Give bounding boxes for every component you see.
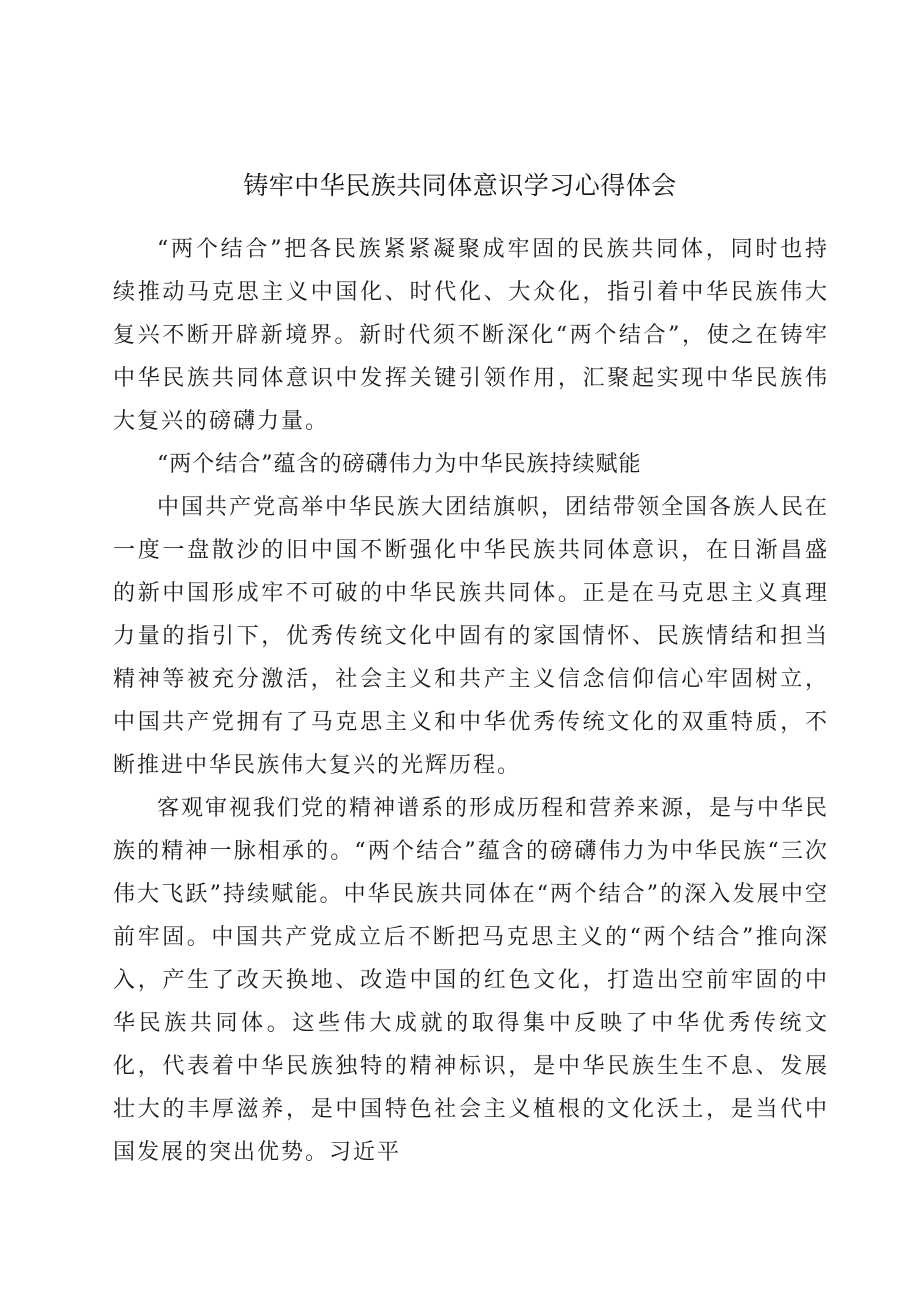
paragraph-spiritual-lineage: 客观审视我们党的精神谱系的形成历程和营养来源，是与中华民族的精神一脉相承的。“两个结合”蕴含的磅礴伟力为中华民族“三次伟大飞跃”持续赋能。中华民族共同体在“两个结合”的深入发展中空前牢固。中国共产党成立后不断把马克思主义的“两个结合”推向深入，产生了改天换地、改造中国的红色文化，打造出空前牢固的中华民族共同体。这些伟大成就的取得集中反映了中华优秀传统文化，代表着中华民族独特的精神标识，是中华民族生生不息、发展壮大的丰厚滋养，是中国特色社会主义植根的文化沃土，是当代中国发展的突出优势。习近平 xyxy=(113,796,830,1165)
paragraph-intro: “两个结合”把各民族紧紧凝聚成牢固的民族共同体，同时也持续推动马克思主义中国化、时代化、大众化，指引着中华民族伟大复兴不断开辟新境界。新时代须不断深化“两个结合”，使之在铸牢中华民族共同体意识中发挥关键引领作用，汇聚起实现中华民族伟大复兴的磅礴力量。 xyxy=(113,237,829,434)
document-title: 铸牢中华民族共同体意识学习心得体会 xyxy=(243,171,677,200)
section-subheading: “两个结合”蕴含的磅礴伟力为中华民族持续赋能 xyxy=(157,452,642,477)
document-body xyxy=(113,228,829,1174)
paragraph-party-history: 中国共产党高举中华民族大团结旗帜，团结带领全国各族人民在一度一盘散沙的旧中国不断强化中华民族共同体意识，在日渐昌盛的新中国形成牢不可破的中华民族共同体。正是在马克思主义真理力量的指引下，优秀传统文化中固有的家国情怀、民族情结和担当精神等被充分激活，社会主义和共产主义信念信仰信心牢固树立，中国共产党拥有了马克思主义和中华优秀传统文化的双重特质，不断推进中华民族伟大复兴的光辉历程。 xyxy=(113,495,830,778)
